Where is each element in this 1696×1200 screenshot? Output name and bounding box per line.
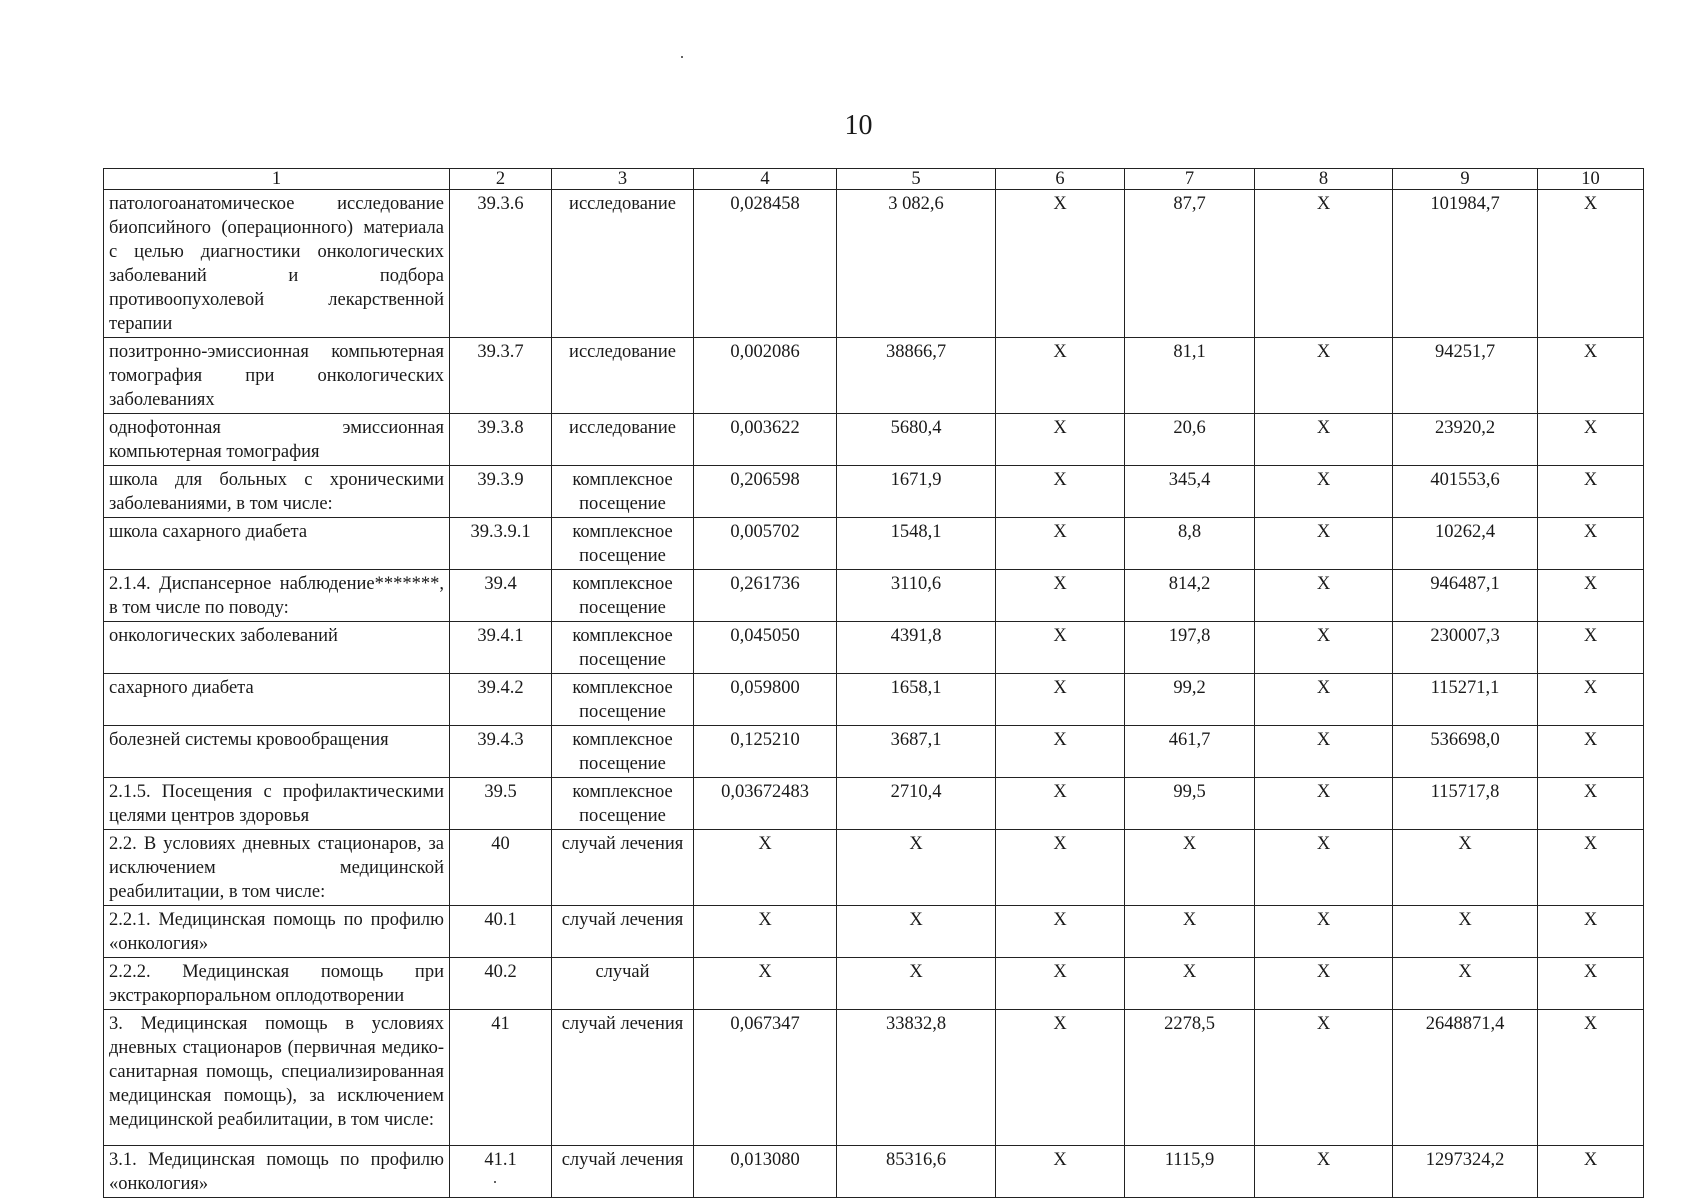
value-col-6: X [996, 958, 1125, 1010]
unit-of-measure: комплексное посещение [552, 518, 694, 570]
row-code: 40 [450, 830, 552, 906]
unit-of-measure: комплексное посещение [552, 726, 694, 778]
value-col-4: 0,059800 [694, 674, 837, 726]
value-col-4: 0,125210 [694, 726, 837, 778]
unit-of-measure: комплексное посещение [552, 466, 694, 518]
value-col-5: 33832,8 [837, 1010, 996, 1146]
indicator-name: сахарного диабета [104, 674, 450, 726]
column-number: 10 [1538, 169, 1644, 190]
value-col-9: 536698,0 [1393, 726, 1538, 778]
value-col-9: 946487,1 [1393, 570, 1538, 622]
indicator-name: болезней системы кровообращения [104, 726, 450, 778]
value-col-7: 197,8 [1125, 622, 1255, 674]
indicator-name: 2.2. В условиях дневных стационаров, за исключением медицинской реабилитации, в том числе: [104, 830, 450, 906]
table-row [104, 906, 1644, 958]
value-col-10: X [1538, 466, 1644, 518]
column-number: 6 [996, 169, 1125, 190]
row-code: 39.4 [450, 570, 552, 622]
value-col-8: X [1255, 1146, 1393, 1198]
value-col-6: X [996, 466, 1125, 518]
unit-of-measure: случай лечения [552, 1010, 694, 1146]
indicator-name: однофотонная эмиссионная компьютерная томография [104, 414, 450, 466]
indicator-name: 2.1.5. Посещения с профилактическими целями центров здоровья [104, 778, 450, 830]
value-col-7: 461,7 [1125, 726, 1255, 778]
value-col-7: 1115,9 [1125, 1146, 1255, 1198]
value-col-4: X [694, 830, 837, 906]
value-col-7: 99,5 [1125, 778, 1255, 830]
indicator-name: школа сахарного диабета [104, 518, 450, 570]
row-code: 39.4.1 [450, 622, 552, 674]
value-col-7: 8,8 [1125, 518, 1255, 570]
value-col-4: 0,028458 [694, 190, 837, 338]
unit-of-measure: комплексное посещение [552, 622, 694, 674]
value-col-9: 101984,7 [1393, 190, 1538, 338]
value-col-10: X [1538, 414, 1644, 466]
value-col-7: 20,6 [1125, 414, 1255, 466]
value-col-4: X [694, 958, 837, 1010]
value-col-10: X [1538, 830, 1644, 906]
value-col-10: X [1538, 906, 1644, 958]
value-col-8: X [1255, 906, 1393, 958]
value-col-4: 0,206598 [694, 466, 837, 518]
row-code: 39.3.9 [450, 466, 552, 518]
unit-of-measure: комплексное посещение [552, 778, 694, 830]
value-col-4: 0,003622 [694, 414, 837, 466]
value-col-6: X [996, 1010, 1125, 1146]
value-col-6: X [996, 570, 1125, 622]
value-col-6: X [996, 414, 1125, 466]
value-col-4: 0,013080 [694, 1146, 837, 1198]
indicator-name: 2.2.1. Медицинская помощь по профилю «онкология» [104, 906, 450, 958]
value-col-5: 38866,7 [837, 338, 996, 414]
column-number: 5 [837, 169, 996, 190]
value-col-8: X [1255, 1010, 1393, 1146]
value-col-8: X [1255, 338, 1393, 414]
row-code: 41.1 [450, 1146, 552, 1198]
table-row [104, 1010, 1644, 1146]
value-col-8: X [1255, 622, 1393, 674]
indicator-name: патологоанатомическое исследование биопсийного (операционного) материала с целью диагностики онкологических заболеваний и подбора противоопухолевой лекарственной терапии [104, 190, 450, 338]
value-col-4: 0,045050 [694, 622, 837, 674]
indicator-name: школа для больных с хроническими заболеваниями, в том числе: [104, 466, 450, 518]
value-col-9: 1297324,2 [1393, 1146, 1538, 1198]
table-row [104, 830, 1644, 906]
value-col-7: 81,1 [1125, 338, 1255, 414]
value-col-5: 3687,1 [837, 726, 996, 778]
value-col-7: 345,4 [1125, 466, 1255, 518]
value-col-10: X [1538, 518, 1644, 570]
value-col-10: X [1538, 674, 1644, 726]
row-code: 39.3.7 [450, 338, 552, 414]
column-number: 4 [694, 169, 837, 190]
table-row [104, 726, 1644, 778]
table-row [104, 622, 1644, 674]
value-col-6: X [996, 830, 1125, 906]
value-col-6: X [996, 190, 1125, 338]
value-col-6: X [996, 726, 1125, 778]
table-row [104, 466, 1644, 518]
value-col-7: 99,2 [1125, 674, 1255, 726]
value-col-7: 2278,5 [1125, 1010, 1255, 1146]
indicator-name: онкологических заболеваний [104, 622, 450, 674]
row-code: 40.2 [450, 958, 552, 1010]
unit-of-measure: случай лечения [552, 1146, 694, 1198]
indicator-name: 3. Медицинская помощь в условиях дневных стационаров (первичная медико-санитарная помощь, специализированная медицинская помощь), за исключением медицинской реабилитации, в том числе: [104, 1010, 450, 1146]
value-col-6: X [996, 674, 1125, 726]
value-col-10: X [1538, 190, 1644, 338]
value-col-5: X [837, 958, 996, 1010]
value-col-8: X [1255, 570, 1393, 622]
unit-of-measure: случай [552, 958, 694, 1010]
column-number: 2 [450, 169, 552, 190]
value-col-8: X [1255, 726, 1393, 778]
table-row [104, 958, 1644, 1010]
value-col-8: X [1255, 518, 1393, 570]
row-code: 41 [450, 1010, 552, 1146]
value-col-9: 115271,1 [1393, 674, 1538, 726]
table-row [104, 778, 1644, 830]
value-col-7: 87,7 [1125, 190, 1255, 338]
row-code: 39.4.2 [450, 674, 552, 726]
value-col-6: X [996, 622, 1125, 674]
value-col-8: X [1255, 414, 1393, 466]
unit-of-measure: исследование [552, 190, 694, 338]
unit-of-measure: комплексное посещение [552, 674, 694, 726]
unit-of-measure: исследование [552, 414, 694, 466]
value-col-6: X [996, 906, 1125, 958]
row-code: 39.3.9.1 [450, 518, 552, 570]
unit-of-measure: случай лечения [552, 830, 694, 906]
value-col-5: X [837, 906, 996, 958]
value-col-10: X [1538, 726, 1644, 778]
unit-of-measure: исследование [552, 338, 694, 414]
value-col-9: X [1393, 906, 1538, 958]
table-row [104, 190, 1644, 338]
value-col-7: 814,2 [1125, 570, 1255, 622]
value-col-4: 0,002086 [694, 338, 837, 414]
indicator-name: 3.1. Медицинская помощь по профилю «онкология» [104, 1146, 450, 1198]
row-code: 39.5 [450, 778, 552, 830]
column-number: 7 [1125, 169, 1255, 190]
table-row [104, 674, 1644, 726]
value-col-8: X [1255, 466, 1393, 518]
value-col-10: X [1538, 338, 1644, 414]
value-col-5: 5680,4 [837, 414, 996, 466]
value-col-9: X [1393, 958, 1538, 1010]
value-col-4: 0,03672483 [694, 778, 837, 830]
value-col-5: 2710,4 [837, 778, 996, 830]
column-number: 8 [1255, 169, 1393, 190]
value-col-8: X [1255, 958, 1393, 1010]
indicator-name: 2.1.4. Диспансерное наблюдение*******, в том числе по поводу: [104, 570, 450, 622]
indicator-name: позитронно-эмиссионная компьютерная томография при онкологических заболеваниях [104, 338, 450, 414]
value-col-10: X [1538, 570, 1644, 622]
value-col-5: 1658,1 [837, 674, 996, 726]
value-col-8: X [1255, 778, 1393, 830]
value-col-4: 0,067347 [694, 1010, 837, 1146]
value-col-7: X [1125, 958, 1255, 1010]
table-row [104, 1146, 1644, 1198]
column-number-row [104, 169, 1644, 190]
value-col-8: X [1255, 674, 1393, 726]
column-number: 9 [1393, 169, 1538, 190]
scan-speck [681, 56, 683, 58]
row-code: 39.3.8 [450, 414, 552, 466]
unit-of-measure: случай лечения [552, 906, 694, 958]
indicators-table [103, 168, 1644, 1198]
value-col-5: 1671,9 [837, 466, 996, 518]
value-col-5: 1548,1 [837, 518, 996, 570]
value-col-4: 0,261736 [694, 570, 837, 622]
value-col-9: 2648871,4 [1393, 1010, 1538, 1146]
value-col-9: 23920,2 [1393, 414, 1538, 466]
table-row [104, 518, 1644, 570]
column-number: 1 [104, 169, 450, 190]
value-col-5: X [837, 830, 996, 906]
value-col-10: X [1538, 778, 1644, 830]
unit-of-measure: комплексное посещение [552, 570, 694, 622]
value-col-6: X [996, 1146, 1125, 1198]
value-col-7: X [1125, 906, 1255, 958]
value-col-6: X [996, 518, 1125, 570]
value-col-4: 0,005702 [694, 518, 837, 570]
value-col-8: X [1255, 190, 1393, 338]
row-code: 40.1 [450, 906, 552, 958]
table-row [104, 570, 1644, 622]
value-col-8: X [1255, 830, 1393, 906]
value-col-10: X [1538, 1010, 1644, 1146]
row-code: 39.3.6 [450, 190, 552, 338]
value-col-9: X [1393, 830, 1538, 906]
value-col-9: 401553,6 [1393, 466, 1538, 518]
table-row [104, 338, 1644, 414]
value-col-10: X [1538, 958, 1644, 1010]
value-col-5: 3 082,6 [837, 190, 996, 338]
value-col-9: 230007,3 [1393, 622, 1538, 674]
column-number: 3 [552, 169, 694, 190]
row-code: 39.4.3 [450, 726, 552, 778]
value-col-7: X [1125, 830, 1255, 906]
value-col-5: 85316,6 [837, 1146, 996, 1198]
indicator-name: 2.2.2. Медицинская помощь при экстракорпоральном оплодотворении [104, 958, 450, 1010]
value-col-5: 3110,6 [837, 570, 996, 622]
value-col-10: X [1538, 622, 1644, 674]
value-col-9: 115717,8 [1393, 778, 1538, 830]
page-number: 10 [844, 110, 873, 141]
value-col-6: X [996, 778, 1125, 830]
table-row [104, 414, 1644, 466]
value-col-10: X [1538, 1146, 1644, 1198]
value-col-6: X [996, 338, 1125, 414]
value-col-9: 94251,7 [1393, 338, 1538, 414]
value-col-9: 10262,4 [1393, 518, 1538, 570]
value-col-4: X [694, 906, 837, 958]
value-col-5: 4391,8 [837, 622, 996, 674]
